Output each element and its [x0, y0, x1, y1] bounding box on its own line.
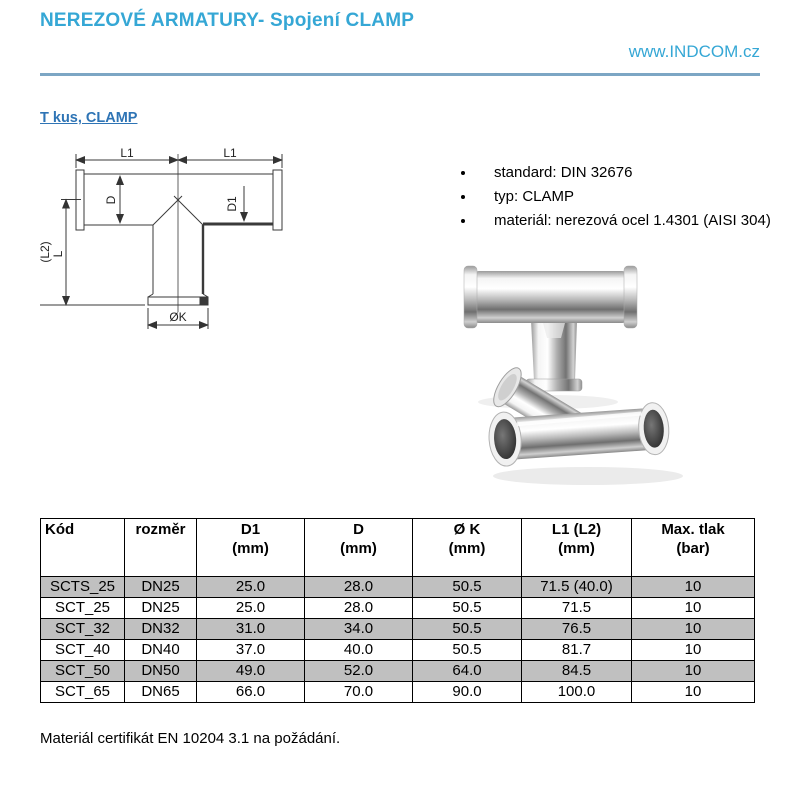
dim-label-k: ØK — [169, 310, 187, 324]
table-cell: 28.0 — [305, 577, 413, 598]
table-row — [41, 640, 755, 661]
column-header: L1 (L2) (mm) — [522, 519, 632, 577]
table-cell: 70.0 — [305, 682, 413, 703]
table-cell: 40.0 — [305, 640, 413, 661]
column-header: Ø K (mm) — [413, 519, 522, 577]
column-header: D (mm) — [305, 519, 413, 577]
spec-table-body — [41, 577, 755, 703]
table-cell: 10 — [632, 598, 755, 619]
table-cell: 10 — [632, 619, 755, 640]
table-cell: 31.0 — [197, 619, 305, 640]
table-row — [41, 619, 755, 640]
dimension-table — [40, 518, 755, 703]
dim-label-l2: (L2) — [38, 241, 52, 263]
table-cell: 64.0 — [413, 661, 522, 682]
page-title: NEREZOVÉ ARMATURY- Spojení CLAMP — [40, 10, 415, 31]
table-cell: DN65 — [125, 682, 197, 703]
tee-fitting-front — [484, 353, 671, 467]
table-cell: 84.5 — [522, 661, 632, 682]
dim-label-d: D — [104, 195, 118, 205]
table-cell: 50.5 — [413, 598, 522, 619]
table-cell: DN32 — [125, 619, 197, 640]
table-cell: 25.0 — [197, 598, 305, 619]
spec-item-material: • materiál: nerezová ocel 1.4301 (AISI 304) — [476, 212, 771, 229]
table-cell: SCT_40 — [41, 640, 125, 661]
table-row — [41, 661, 755, 682]
table-cell: 34.0 — [305, 619, 413, 640]
table-cell: SCT_25 — [41, 598, 125, 619]
header-divider — [40, 73, 760, 76]
table-cell: 10 — [632, 661, 755, 682]
technical-drawing — [35, 142, 315, 347]
dim-label-l1-left: L1 — [120, 146, 134, 160]
website-link[interactable]: www.INDCOM.cz — [628, 42, 760, 61]
table-cell: SCT_50 — [41, 661, 125, 682]
table-cell: 50.5 — [413, 577, 522, 598]
table-cell: DN40 — [125, 640, 197, 661]
section-heading: T kus, CLAMP — [40, 110, 138, 126]
table-cell: SCT_65 — [41, 682, 125, 703]
table-cell: 28.0 — [305, 598, 413, 619]
tee-fitting-back — [464, 266, 637, 391]
table-cell: SCT_32 — [41, 619, 125, 640]
table-cell: 10 — [632, 577, 755, 598]
product-photo — [448, 250, 713, 490]
footer-note: Materiál certifikát EN 10204 3.1 na požádání. — [40, 730, 341, 747]
spec-bullet-list — [458, 164, 771, 236]
column-header: Max. tlak (bar) — [632, 519, 755, 577]
table-cell: SCTS_25 — [41, 577, 125, 598]
table-cell: 71.5 (40.0) — [522, 577, 632, 598]
table-cell: DN25 — [125, 598, 197, 619]
table-row — [41, 682, 755, 703]
table-cell: 25.0 — [197, 577, 305, 598]
table-cell: 76.5 — [522, 619, 632, 640]
table-row — [41, 577, 755, 598]
table-cell: 49.0 — [197, 661, 305, 682]
table-cell: 37.0 — [197, 640, 305, 661]
table-header — [41, 519, 755, 577]
spec-item-type: • typ: CLAMP — [476, 188, 771, 205]
table-cell: 10 — [632, 640, 755, 661]
dim-label-d1: D1 — [225, 196, 239, 212]
table-cell: 81.7 — [522, 640, 632, 661]
column-header: Kód — [41, 519, 125, 577]
column-header: rozměr — [125, 519, 197, 577]
column-header: D1 (mm) — [197, 519, 305, 577]
table-cell: 10 — [632, 682, 755, 703]
table-cell: 100.0 — [522, 682, 632, 703]
dim-label-l1-right: L1 — [223, 146, 237, 160]
table-cell: 50.5 — [413, 640, 522, 661]
table-row — [41, 598, 755, 619]
table-cell: 71.5 — [522, 598, 632, 619]
dim-label-l: L — [51, 250, 65, 258]
table-cell: 66.0 — [197, 682, 305, 703]
table-header-row — [41, 519, 755, 577]
table-cell: DN25 — [125, 577, 197, 598]
table-cell: 50.5 — [413, 619, 522, 640]
table-cell: 90.0 — [413, 682, 522, 703]
table-cell: 52.0 — [305, 661, 413, 682]
table-cell: DN50 — [125, 661, 197, 682]
spec-item-standard: • standard: DIN 32676 — [476, 164, 771, 181]
